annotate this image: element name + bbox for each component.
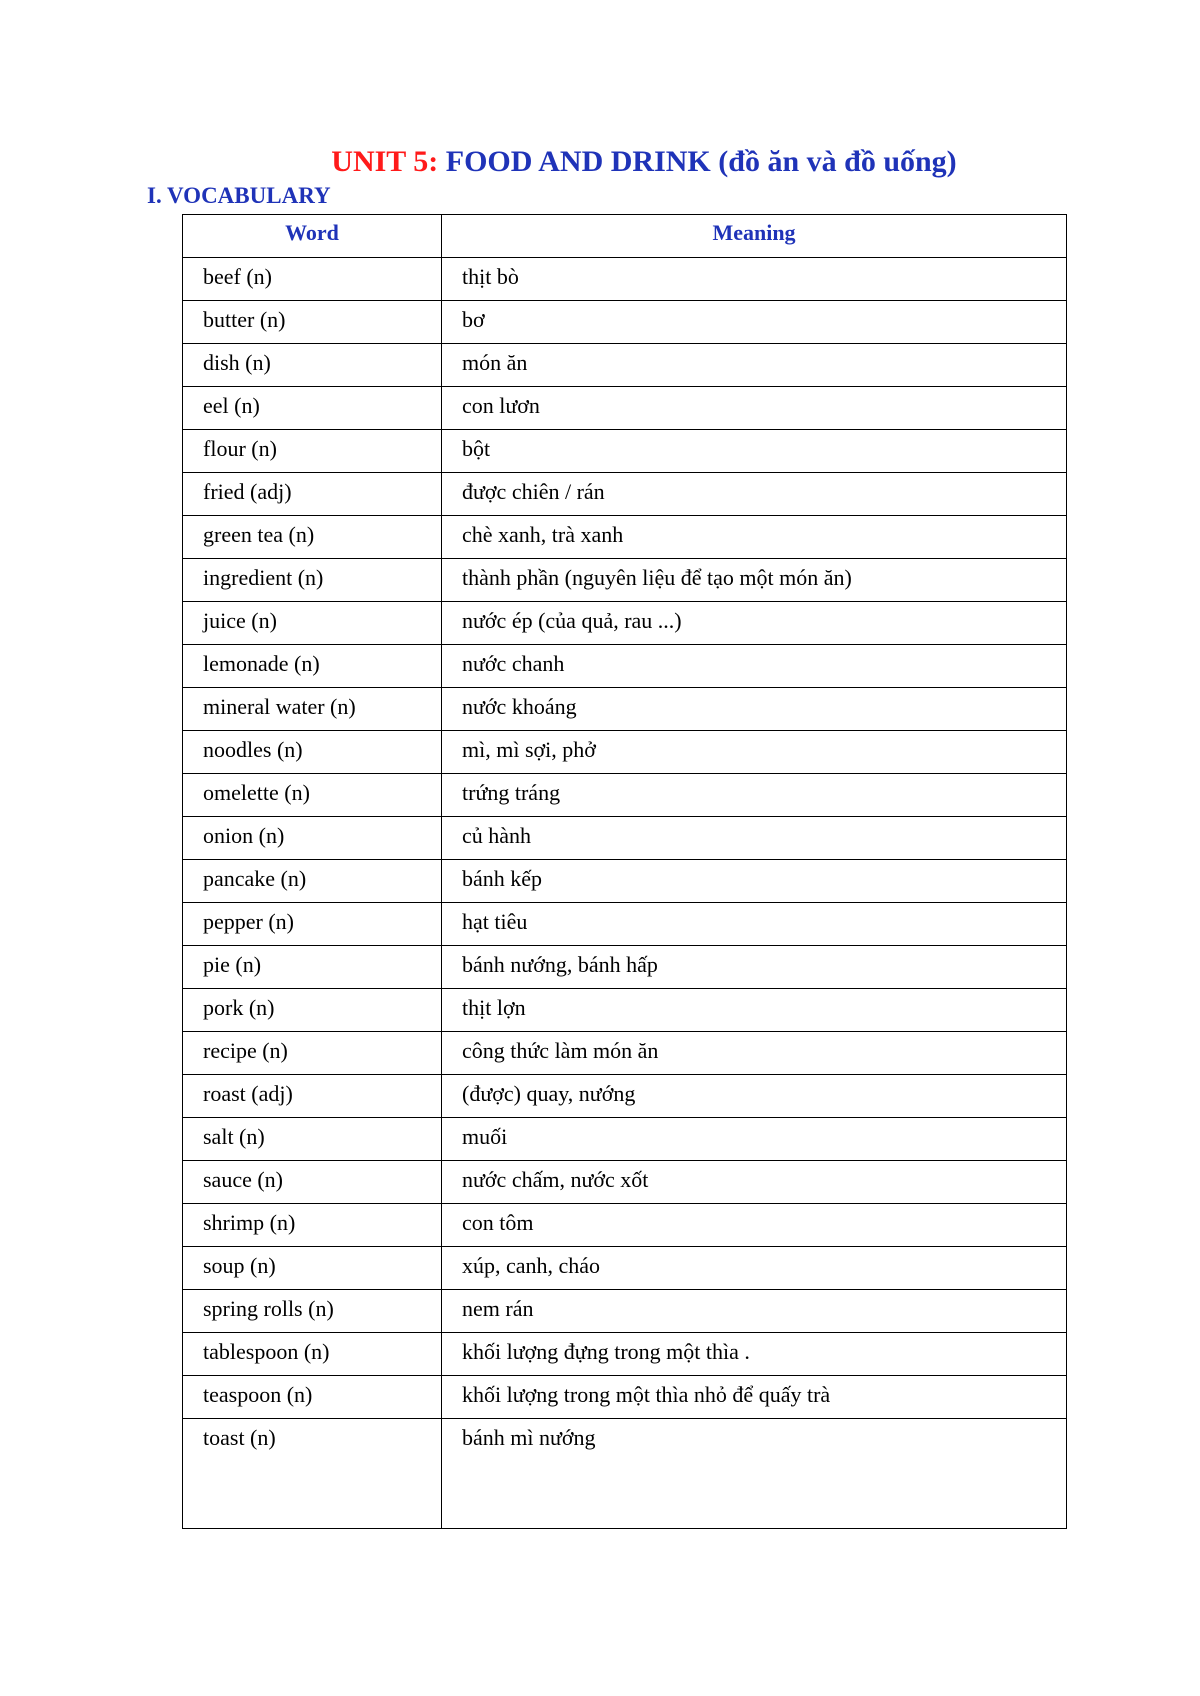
title-topic: FOOD AND DRINK (đồ ăn và đồ uống): [445, 145, 957, 178]
word-cell: mineral water (n): [183, 688, 442, 731]
word-cell: onion (n): [183, 817, 442, 860]
word-cell: pork (n): [183, 989, 442, 1032]
table-row: [183, 1419, 1067, 1529]
table-row: [183, 1290, 1067, 1333]
column-header-word: Word: [183, 215, 442, 258]
meaning-cell: chè xanh, trà xanh: [442, 516, 1067, 559]
meaning-cell: thịt lợn: [442, 989, 1067, 1032]
table-row: [183, 688, 1067, 731]
table-row: [183, 817, 1067, 860]
vocabulary-table: [182, 214, 1067, 1529]
table-row: [183, 903, 1067, 946]
meaning-cell: được chiên / rán: [442, 473, 1067, 516]
meaning-cell: bơ: [442, 301, 1067, 344]
table-row: [183, 301, 1067, 344]
word-cell: sauce (n): [183, 1161, 442, 1204]
meaning-cell: (được) quay, nướng: [442, 1075, 1067, 1118]
table-row: [183, 860, 1067, 903]
word-cell: lemonade (n): [183, 645, 442, 688]
table-row: [183, 1376, 1067, 1419]
table-row: [183, 1118, 1067, 1161]
table-row: [183, 1032, 1067, 1075]
meaning-cell: mì, mì sợi, phở: [442, 731, 1067, 774]
table-row: [183, 344, 1067, 387]
table-row: [183, 258, 1067, 301]
word-cell: noodles (n): [183, 731, 442, 774]
table-row: [183, 602, 1067, 645]
table-row: [183, 1204, 1067, 1247]
meaning-cell: nước chấm, nước xốt: [442, 1161, 1067, 1204]
table-row: [183, 516, 1067, 559]
word-cell: butter (n): [183, 301, 442, 344]
word-cell: pancake (n): [183, 860, 442, 903]
column-header-meaning: Meaning: [442, 215, 1067, 258]
meaning-cell: thịt bò: [442, 258, 1067, 301]
table-row: [183, 946, 1067, 989]
word-cell: teaspoon (n): [183, 1376, 442, 1419]
table-row: [183, 731, 1067, 774]
word-cell: shrimp (n): [183, 1204, 442, 1247]
table-row: [183, 1247, 1067, 1290]
meaning-cell: củ hành: [442, 817, 1067, 860]
title-unit: UNIT 5:: [331, 145, 439, 178]
word-cell: beef (n): [183, 258, 442, 301]
word-cell: fried (adj): [183, 473, 442, 516]
word-cell: pie (n): [183, 946, 442, 989]
section-heading-vocabulary: I. VOCABULARY: [147, 183, 331, 208]
meaning-cell: muối: [442, 1118, 1067, 1161]
meaning-cell: con tôm: [442, 1204, 1067, 1247]
word-cell: spring rolls (n): [183, 1290, 442, 1333]
word-cell: soup (n): [183, 1247, 442, 1290]
table-row: [183, 473, 1067, 516]
word-cell: juice (n): [183, 602, 442, 645]
vocabulary-table-body: [183, 258, 1067, 1529]
word-cell: roast (adj): [183, 1075, 442, 1118]
word-cell: toast (n): [183, 1419, 442, 1529]
meaning-cell: bánh mì nướng: [442, 1419, 1067, 1529]
meaning-cell: hạt tiêu: [442, 903, 1067, 946]
word-cell: flour (n): [183, 430, 442, 473]
table-row: [183, 430, 1067, 473]
meaning-cell: bánh kếp: [442, 860, 1067, 903]
meaning-cell: nước chanh: [442, 645, 1067, 688]
table-row: [183, 1161, 1067, 1204]
word-cell: eel (n): [183, 387, 442, 430]
meaning-cell: món ăn: [442, 344, 1067, 387]
word-cell: green tea (n): [183, 516, 442, 559]
table-row: [183, 1075, 1067, 1118]
table-header-row: [183, 215, 1067, 258]
table-row: [183, 989, 1067, 1032]
meaning-cell: nước ép (của quả, rau ...): [442, 602, 1067, 645]
word-cell: omelette (n): [183, 774, 442, 817]
word-cell: pepper (n): [183, 903, 442, 946]
word-cell: salt (n): [183, 1118, 442, 1161]
table-row: [183, 774, 1067, 817]
meaning-cell: bột: [442, 430, 1067, 473]
table-row: [183, 559, 1067, 602]
meaning-cell: thành phần (nguyên liệu để tạo một món ăn): [442, 559, 1067, 602]
table-row: [183, 387, 1067, 430]
word-cell: ingredient (n): [183, 559, 442, 602]
meaning-cell: khối lượng đựng trong một thìa .: [442, 1333, 1067, 1376]
meaning-cell: nem rán: [442, 1290, 1067, 1333]
meaning-cell: trứng tráng: [442, 774, 1067, 817]
meaning-cell: bánh nướng, bánh hấp: [442, 946, 1067, 989]
word-cell: recipe (n): [183, 1032, 442, 1075]
table-row: [183, 645, 1067, 688]
meaning-cell: con lươn: [442, 387, 1067, 430]
meaning-cell: khối lượng trong một thìa nhỏ để quấy trà: [442, 1376, 1067, 1419]
meaning-cell: công thức làm món ăn: [442, 1032, 1067, 1075]
meaning-cell: nước khoáng: [442, 688, 1067, 731]
word-cell: dish (n): [183, 344, 442, 387]
page-title: [0, 142, 1200, 182]
word-cell: tablespoon (n): [183, 1333, 442, 1376]
table-row: [183, 1333, 1067, 1376]
meaning-cell: xúp, canh, cháo: [442, 1247, 1067, 1290]
